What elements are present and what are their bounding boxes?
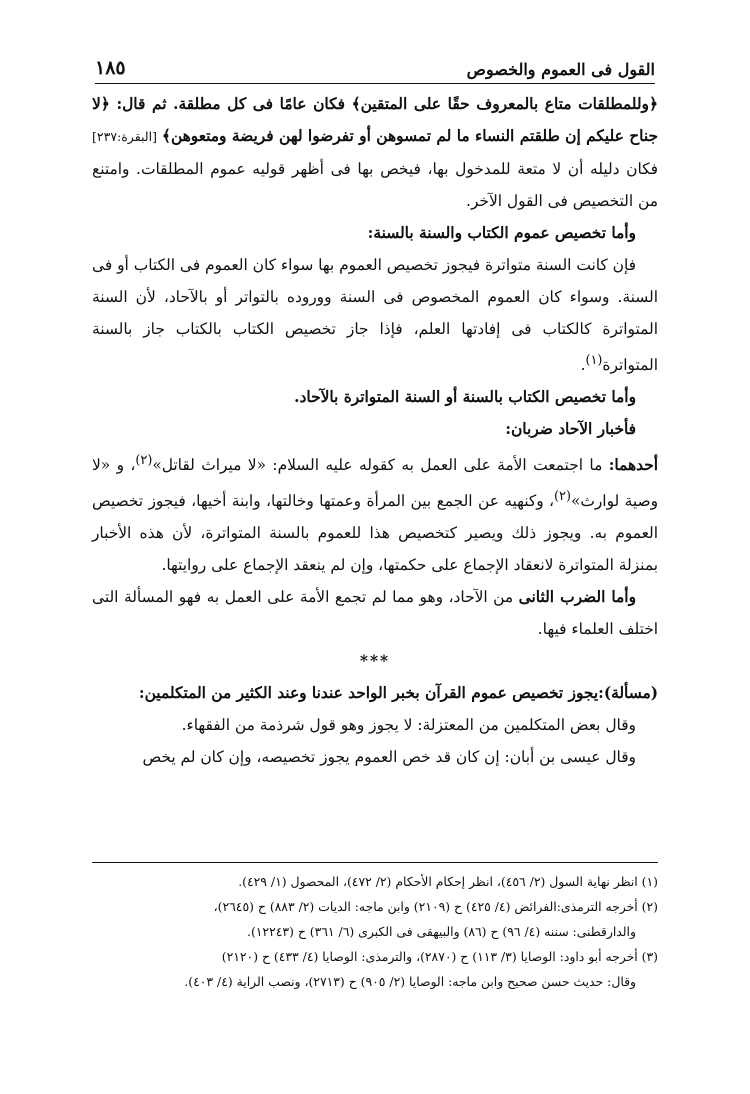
verse-paragraph xyxy=(92,88,658,217)
section-divider: *** xyxy=(359,652,391,671)
footnote: (١) انظر نهاية السول (٢/ ٤٥٦)، انظر إحكام الأحكام (٢/ ٤٧٢)، المحصول (١/ ٤٢٩). xyxy=(238,874,658,889)
footnote-marker: (٢) xyxy=(135,453,153,469)
paragraph xyxy=(92,445,658,581)
footnote: (٣) أخرجه أبو داود: الوصايا (٣/ ١١٣) ح (٢٨٧٠)، والترمذى: الوصايا (٤/ ٤٣٣) ح (٢١٢٠) xyxy=(221,949,658,964)
verse-reference: [البقرة:٢٣٧] xyxy=(92,129,157,144)
paragraph-lead: وأما الضرب الثانى xyxy=(518,588,637,607)
page-number: ١٨٥ xyxy=(95,57,126,79)
footnote-continuation: وقال: حديث حسن صحيح وابن ماجه: الوصايا (٢/ ٩٠٥) ح (٢٧١٣)، ونصب الراية (٤/ ٤٠٣). xyxy=(184,974,636,989)
section-heading: وأما تخصيص عموم الكتاب والسنة بالسنة: xyxy=(367,224,636,242)
issue-label: (مسألة): xyxy=(598,684,658,703)
paragraph-text: فكان دليله أن لا متعة للمدخول بها، فيخص بها فى أظهر قوليه عموم المطلقات. وامتنع من التخصيص فى القول الآخر. xyxy=(92,160,658,210)
paragraph xyxy=(92,581,658,645)
paragraph xyxy=(92,249,658,381)
running-title: القول فى العموم والخصوص xyxy=(466,60,655,79)
paragraph: وقال بعض المتكلمين من المعتزلة: لا يجوز وهو قول شرذمة من الفقهاء. xyxy=(181,716,636,735)
paragraph-lead: أحدهما: xyxy=(608,456,658,475)
section-heading: فأخبار الآحاد ضربان: xyxy=(505,420,636,439)
section-heading: وأما تخصيص الكتاب بالسنة أو السنة المتواترة بالآحاد. xyxy=(294,388,636,407)
paragraph-text: فإن كانت السنة متواترة فيجوز تخصيص العموم بها سواء كان العموم فى الكتاب أو فى السنة. وسواء كان العموم المخصوص فى السنة ووروده بالتواتر أو بالآحاد، لأن السنة المتواترة كالكتاب فى إفادتها العلم، فإذا جاز تخصيص الكتاب بالكتاب جاز بالسنة المتواترة xyxy=(92,256,658,375)
footnote: (٢) أخرجه الترمذى:الفرائض (٤/ ٤٢٥) ح (٢١٠٩) وابن ماجه: الديات (٢/ ٨٨٣) ح (٢٦٤٥)، xyxy=(213,899,658,914)
issue-title: يجوز تخصيص عموم القرآن بخبر الواحد عندنا وعند الكثير من المتكلمين: xyxy=(138,684,599,703)
paragraph-text: من الآحاد، وهو مما لم تجمع الأمة على العمل به فهو المسألة التى اختلف العلماء فيها. xyxy=(92,588,658,639)
quran-verses: ﴿وللمطلقات متاع بالمعروف حقًا على المتقين﴾ فكان عامًا فى كل مطلقة. ثم قال: ﴿لا جناح عليكم إن طلقتم النساء ما لم تمسوهن أو تفرضوا لهن فريضة ومتعوهن﴾ xyxy=(92,95,658,145)
footnote-marker: (١) xyxy=(585,353,603,368)
paragraph-text: ، و «لا وصية لوارث» xyxy=(92,456,658,511)
paragraph-text: ما اجتمعت الأمة على العمل به كقوله عليه السلام: «لا ميراث لقاتل» xyxy=(152,456,609,475)
issue-heading xyxy=(92,677,658,709)
footnotes xyxy=(92,862,658,994)
main-text xyxy=(92,88,658,773)
footnote-marker: (٢) xyxy=(554,489,571,505)
footnote-continuation: والدارقطنى: سننه (٤/ ٩٦) ح (٨٦) والبيهقى فى الكبرى (٦/ ٣٦١) ح (١٢٢٤٣). xyxy=(247,924,636,939)
paragraph: وقال عيسى بن أبان: إن كان قد خص العموم يجوز تخصيصه، وإن كان لم يخص xyxy=(142,748,636,767)
punctuation: . xyxy=(580,356,586,375)
page-header xyxy=(95,48,655,84)
paragraph-text: ، وكنهيه عن الجمع بين المرأة وعمتها وخالتها، وابنة أخيها، فيجوز تخصيص العموم به. ويجوز ذلك ويصير كتخصيص هذا للعموم بالسنة المتواترة، لأن هذه الأخبار بمنزلة المتواترة لانعقاد الإجماع على حكمتها، وإن لم ينعقد الإجماع على روايتها. xyxy=(92,492,658,575)
